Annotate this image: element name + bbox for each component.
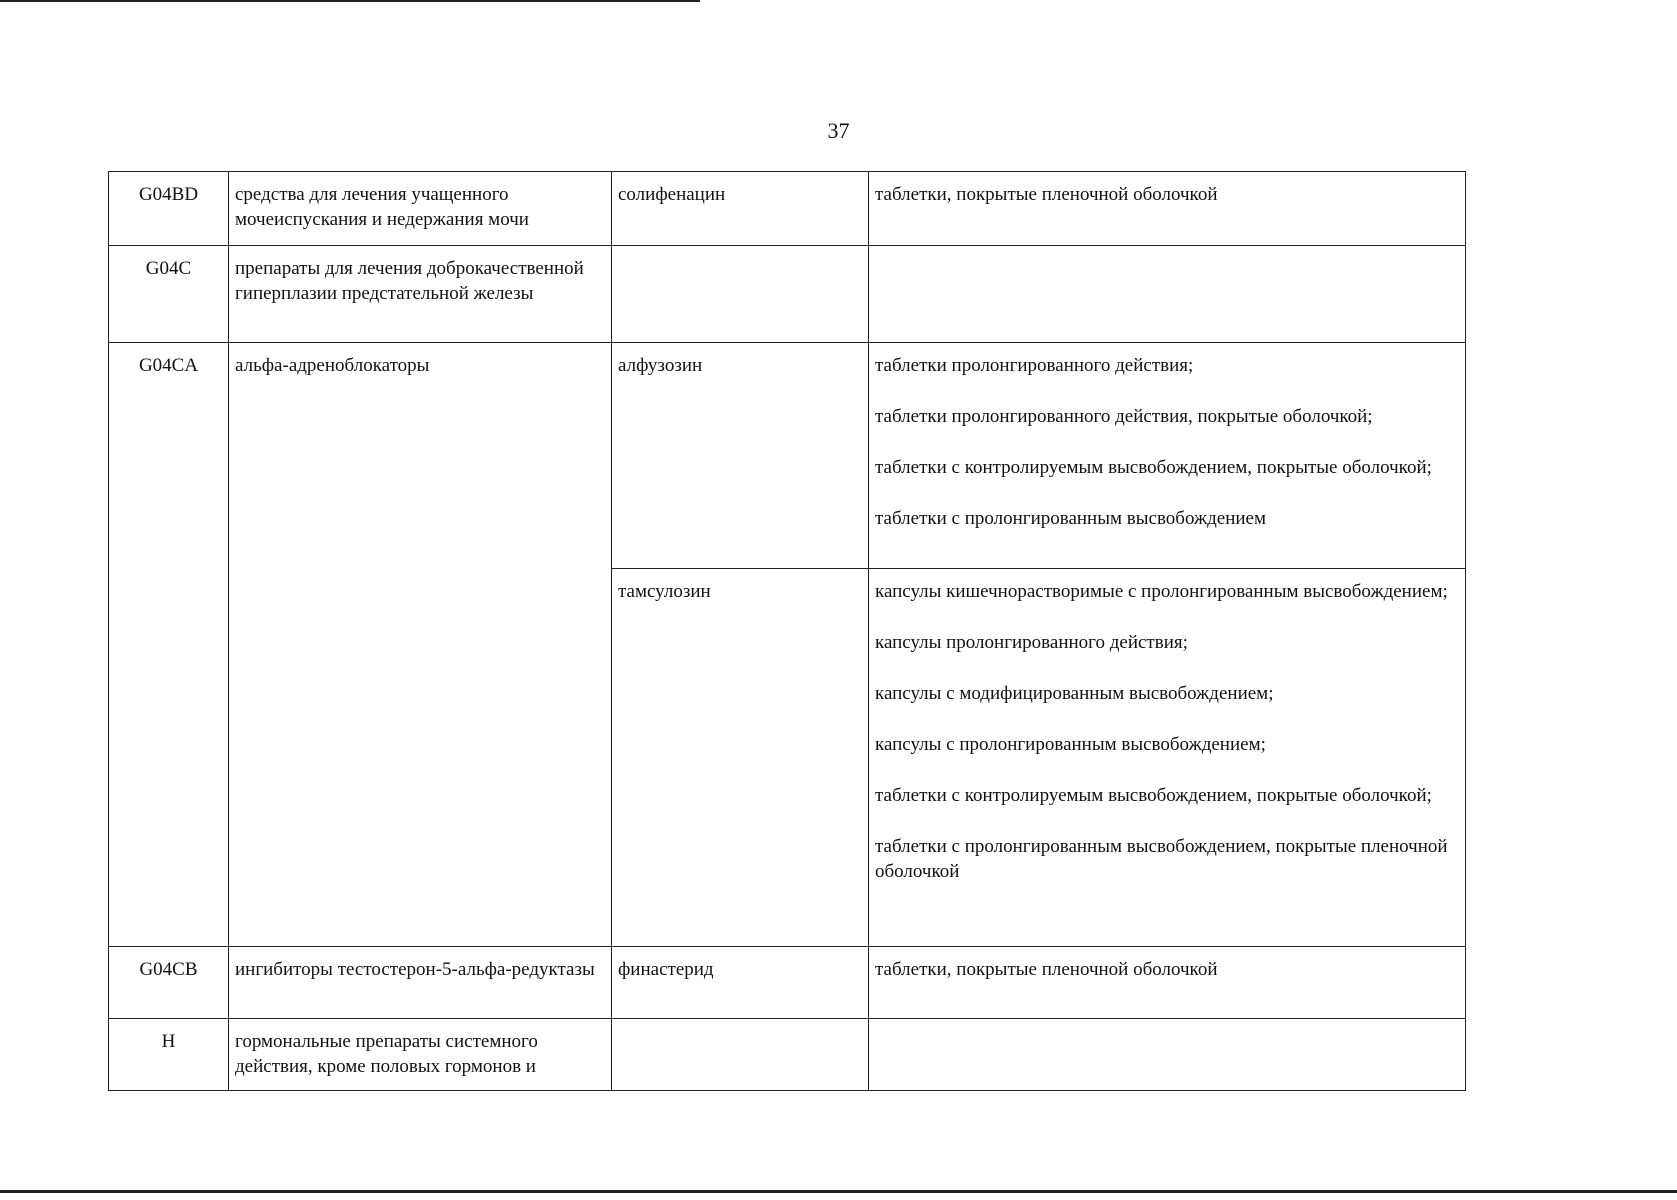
dosage-forms	[869, 343, 1466, 569]
drug-table	[108, 171, 1466, 1091]
table-row-g04ca	[109, 343, 1466, 569]
substance-name: солифенацин	[612, 172, 869, 246]
atc-code: G04CB	[109, 947, 229, 1019]
dosage-form: таблетки с контролируемым высвобождением, покрытые оболочкой;	[875, 785, 1432, 806]
dosage-form: таблетки с контролируемым высвобождением, покрытые оболочкой;	[875, 457, 1432, 478]
dosage-form: таблетки, покрытые пленочной оболочкой	[875, 184, 1218, 205]
dosage-form: капсулы кишечнорастворимые с пролонгированным высвобождением;	[875, 581, 1448, 602]
substance-name: тамсулозин	[612, 569, 869, 947]
dosage-form: таблетки с пролонгированным высвобождением, покрытые пленочной оболочкой	[875, 836, 1448, 882]
atc-code: G04BD	[109, 172, 229, 246]
dosage-form: таблетки пролонгированного действия, покрытые оболочкой;	[875, 406, 1373, 427]
table-row-g04cb	[109, 947, 1466, 1019]
dosage-form: таблетки, покрытые пленочной оболочкой	[875, 959, 1218, 980]
group-name: гормональные препараты системного действия, кроме половых гормонов и	[229, 1019, 612, 1091]
group-name: ингибиторы тестостерон-5-альфа-редуктазы	[229, 947, 612, 1019]
substance-name: финастерид	[612, 947, 869, 1019]
dosage-forms	[869, 246, 1466, 343]
substance-name: алфузозин	[612, 343, 869, 569]
atc-code: G04C	[109, 246, 229, 343]
substance-name	[612, 246, 869, 343]
page-number: 37	[827, 118, 850, 143]
atc-code: H	[109, 1019, 229, 1091]
dosage-forms	[869, 947, 1466, 1019]
table-row-g04bd	[109, 172, 1466, 246]
table-row-h	[109, 1019, 1466, 1091]
dosage-forms	[869, 172, 1466, 246]
scan-edge-top	[0, 0, 700, 2]
group-name: препараты для лечения доброкачественной гиперплазии предстательной железы	[229, 246, 612, 343]
substance-name	[612, 1019, 869, 1091]
dosage-form: таблетки пролонгированного действия;	[875, 355, 1194, 376]
scan-edge-bottom	[0, 1190, 1677, 1193]
atc-code: G04CA	[109, 343, 229, 947]
dosage-form: капсулы с пролонгированным высвобождением;	[875, 734, 1266, 755]
dosage-form: капсулы с модифицированным высвобождением;	[875, 683, 1274, 704]
dosage-form: таблетки с пролонгированным высвобождением	[875, 508, 1266, 529]
dosage-forms	[869, 1019, 1466, 1091]
group-name: альфа-адреноблокаторы	[229, 343, 612, 947]
dosage-form: капсулы пролонгированного действия;	[875, 632, 1188, 653]
group-name: средства для лечения учащенного мочеиспускания и недержания мочи	[229, 172, 612, 246]
dosage-forms	[869, 569, 1466, 947]
table-row-g04c	[109, 246, 1466, 343]
